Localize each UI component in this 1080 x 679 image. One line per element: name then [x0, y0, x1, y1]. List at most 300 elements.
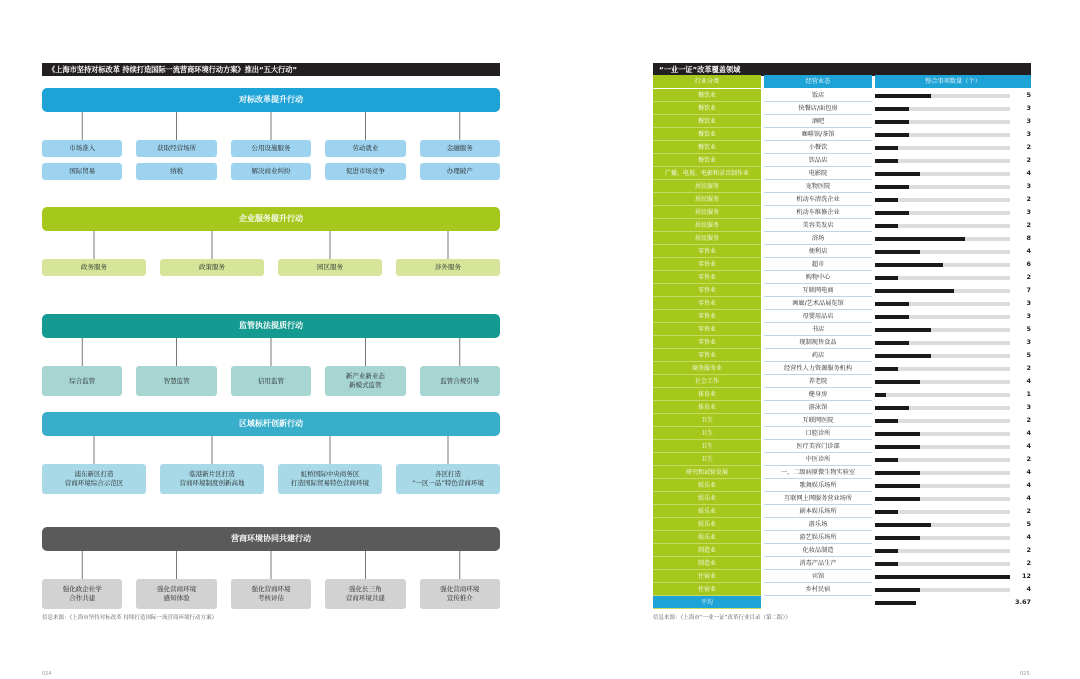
sub-action-box: 市场准入	[42, 140, 122, 157]
value-bar	[875, 211, 909, 215]
header-business: 经营业态	[764, 75, 872, 88]
sub-action-line: 浦东新区打造	[74, 470, 114, 478]
business-cell: 互联网医院	[764, 414, 872, 427]
table-row	[653, 401, 1031, 414]
section-connector-lines	[42, 88, 500, 140]
sub-action-box	[231, 579, 311, 609]
sub-action-box: 监管合规引导	[420, 366, 500, 396]
value-bar-cell	[875, 323, 1010, 336]
business-cell: 便利店	[764, 245, 872, 258]
sub-action-line: 新产业新业态	[345, 372, 385, 380]
industry-cell: 零售业	[653, 284, 761, 297]
value-bar-cell	[875, 232, 1010, 245]
value-bar	[875, 523, 931, 527]
sub-action-line: 营商环境制度创新高地	[179, 479, 245, 487]
value-bar-cell	[875, 531, 1010, 544]
value-bar	[875, 471, 920, 475]
value-bar	[875, 562, 898, 566]
sub-action-line: 强化政企社学	[62, 585, 102, 593]
sub-action-box: 公用设施服务	[231, 140, 311, 157]
industry-cell: 零售业	[653, 297, 761, 310]
value-bar-cell	[875, 466, 1010, 479]
table-row	[653, 557, 1031, 570]
value-bar	[875, 198, 898, 202]
value-bar-cell	[875, 141, 1010, 154]
sub-action-line: 考核评估	[257, 594, 284, 602]
section-title: 对标改革提升行动	[42, 88, 500, 112]
industry-cell: 娱乐业	[653, 531, 761, 544]
value-bar-cell	[875, 479, 1010, 492]
value-number: 2	[1026, 559, 1031, 567]
sub-action-box: 促进市场竞争	[325, 163, 405, 180]
industry-cell: 娱乐业	[653, 479, 761, 492]
value-number: 3	[1026, 208, 1031, 216]
business-cell: 化妆品制造	[764, 544, 872, 557]
sub-action-box: 解决商业纠纷	[231, 163, 311, 180]
value-bar-cell	[875, 245, 1010, 258]
section-title: 区域标杆创新行动	[42, 412, 500, 436]
business-cell: 互联网电商	[764, 284, 872, 297]
section-connector-lines	[42, 412, 500, 464]
business-cell: 游泳馆	[764, 401, 872, 414]
sub-action-line: 强化营商环境	[251, 585, 291, 593]
business-cell: 歌舞娱乐场所	[764, 479, 872, 492]
value-number: 3	[1026, 403, 1031, 411]
industry-cell: 娱乐业	[653, 518, 761, 531]
table-row	[653, 362, 1031, 375]
sub-action-line: 营商环境共建	[345, 594, 385, 602]
value-bar-cell	[875, 284, 1010, 297]
average-value: 3.67	[1014, 598, 1031, 606]
industry-cell: 娱乐业	[653, 492, 761, 505]
industry-cell: 餐饮业	[653, 154, 761, 167]
industry-cell: 居民服务	[653, 180, 761, 193]
business-cell: 一、二级病原微生物实验室	[764, 466, 872, 479]
sub-action-line: 强化营商环境	[440, 585, 480, 593]
table-row	[653, 570, 1031, 583]
value-bar	[875, 484, 920, 488]
table-row	[653, 583, 1031, 596]
value-number: 2	[1026, 416, 1031, 424]
industry-cell: 餐饮业	[653, 141, 761, 154]
industry-cell: 零售业	[653, 245, 761, 258]
sub-action-box: 信用监管	[231, 366, 311, 396]
value-bar-cell	[875, 89, 1010, 102]
value-number: 2	[1026, 143, 1031, 151]
table-row	[653, 258, 1031, 271]
value-bar	[875, 588, 920, 592]
industry-cell: 零售业	[653, 349, 761, 362]
sub-action-line: 各区打造	[435, 470, 461, 478]
value-bar-cell	[875, 336, 1010, 349]
value-bar	[875, 302, 909, 306]
value-bar	[875, 263, 943, 267]
sub-action-line: 虹桥国际中央商务区	[300, 470, 360, 478]
industry-cell: 制造业	[653, 557, 761, 570]
value-number: 2	[1026, 546, 1031, 554]
business-cell: 饮品店	[764, 154, 872, 167]
industry-cell: 体育业	[653, 388, 761, 401]
table-row	[653, 323, 1031, 336]
sub-action-box: 智慧监管	[136, 366, 216, 396]
average-row	[653, 596, 1031, 609]
industry-cell: 餐饮业	[653, 115, 761, 128]
value-bar-cell	[875, 219, 1010, 232]
value-number: 3	[1026, 117, 1031, 125]
business-cell: 医疗美容门诊部	[764, 440, 872, 453]
business-cell: 母婴用品店	[764, 310, 872, 323]
business-cell: 健身房	[764, 388, 872, 401]
table-row	[653, 297, 1031, 310]
business-cell: 快餐店/面包房	[764, 102, 872, 115]
value-bar	[875, 107, 909, 111]
sub-action-box: 劳动就业	[325, 140, 405, 157]
value-bar-cell	[875, 518, 1010, 531]
value-bar	[875, 276, 898, 280]
value-bar-cell	[875, 505, 1010, 518]
value-bar	[875, 406, 909, 410]
value-number: 3	[1026, 338, 1031, 346]
value-bar	[875, 510, 898, 514]
business-cell: 美容美发店	[764, 219, 872, 232]
table-row	[653, 440, 1031, 453]
value-bar	[875, 497, 920, 501]
value-bar-cell	[875, 154, 1010, 167]
table-row	[653, 115, 1031, 128]
value-bar	[875, 393, 886, 397]
industry-cell: 社会工作	[653, 375, 761, 388]
industry-cell: 卫生	[653, 414, 761, 427]
header-count: 整合事项数量（个）	[875, 75, 1031, 88]
value-number: 3	[1026, 130, 1031, 138]
sub-action-box	[325, 366, 405, 396]
value-number: 1	[1026, 390, 1031, 398]
sub-action-box	[325, 579, 405, 609]
section-connector-lines	[42, 207, 500, 259]
value-bar	[875, 289, 954, 293]
sub-action-box: 国际贸易	[42, 163, 122, 180]
industry-cell: 零售业	[653, 258, 761, 271]
value-number: 2	[1026, 364, 1031, 372]
business-cell: 经营性人力资源服务机构	[764, 362, 872, 375]
sub-action-box: 综合监管	[42, 366, 122, 396]
value-bar-cell	[875, 388, 1010, 401]
value-bar	[875, 380, 920, 384]
sub-action-box	[420, 579, 500, 609]
value-number: 2	[1026, 507, 1031, 515]
value-bar-cell	[875, 544, 1010, 557]
industry-cell: 卫生	[653, 440, 761, 453]
industry-cell: 卫生	[653, 453, 761, 466]
table-row	[653, 349, 1031, 362]
business-cell: 咖啡馆/茶馆	[764, 128, 872, 141]
table-row	[653, 180, 1031, 193]
sub-action-line: 打造国际贸易特色营商环境	[291, 479, 369, 487]
value-bar-cell	[875, 440, 1010, 453]
value-bar	[875, 445, 920, 449]
sub-action-box: 纳税	[136, 163, 216, 180]
business-cell: 宠物医院	[764, 180, 872, 193]
value-number: 2	[1026, 455, 1031, 463]
average-label: 平均	[653, 596, 761, 609]
industry-cell: 零售业	[653, 336, 761, 349]
business-cell: 小餐饮	[764, 141, 872, 154]
industry-cell: 餐饮业	[653, 89, 761, 102]
value-bar	[875, 328, 931, 332]
sub-action-line: “一区一品”特色营商环境	[412, 479, 484, 487]
table-row	[653, 505, 1031, 518]
value-number: 4	[1026, 377, 1031, 385]
industry-cell: 零售业	[653, 323, 761, 336]
business-cell: 游乐场	[764, 518, 872, 531]
business-cell: 饭店	[764, 89, 872, 102]
table-row	[653, 518, 1031, 531]
sub-action-box	[42, 464, 146, 494]
value-bar	[875, 536, 920, 540]
sub-action-box: 政务服务	[42, 259, 146, 276]
table-row	[653, 167, 1031, 180]
industry-cell: 零售业	[653, 310, 761, 323]
value-bar-cell	[875, 310, 1010, 323]
business-cell: 机动车维修企业	[764, 206, 872, 219]
value-bar	[875, 354, 931, 358]
table-row	[653, 141, 1031, 154]
industry-cell: 广播、电视、电影和录音制作业	[653, 167, 761, 180]
sub-action-line: 宣传推介	[446, 594, 473, 602]
value-number: 5	[1026, 520, 1031, 528]
value-bar	[875, 172, 920, 176]
left-source-note: 信息来源：《上海市坚持对标改革 持续打造国际一流营商环境行动方案》	[42, 615, 218, 621]
table-row	[653, 89, 1031, 102]
value-number: 3	[1026, 312, 1031, 320]
value-number: 12	[1021, 572, 1031, 580]
value-bar-cell	[875, 583, 1010, 596]
table-row	[653, 453, 1031, 466]
value-bar	[875, 367, 898, 371]
industry-cell: 研究和试验发展	[653, 466, 761, 479]
table-row	[653, 271, 1031, 284]
value-number: 4	[1026, 533, 1031, 541]
section-connector-lines	[42, 527, 500, 579]
value-number: 5	[1026, 325, 1031, 333]
sub-action-box	[278, 464, 382, 494]
value-bar-cell	[875, 167, 1010, 180]
value-number: 4	[1026, 429, 1031, 437]
industry-cell: 住宿业	[653, 583, 761, 596]
value-bar-cell	[875, 570, 1010, 583]
business-cell: 互联网上网服务营业场所	[764, 492, 872, 505]
left-title: 《上海市坚持对标改革 持续打造国际一流营商环境行动方案》推出“五大行动”	[42, 63, 500, 76]
business-cell: 口腔诊所	[764, 427, 872, 440]
business-cell: 剧本娱乐场所	[764, 505, 872, 518]
value-number: 4	[1026, 468, 1031, 476]
value-bar	[875, 120, 909, 124]
industry-cell: 餐饮业	[653, 128, 761, 141]
industry-cell: 住宿业	[653, 570, 761, 583]
value-bar-cell	[875, 401, 1010, 414]
value-number: 8	[1026, 234, 1031, 242]
business-cell: 电影院	[764, 167, 872, 180]
value-number: 4	[1026, 481, 1031, 489]
value-number: 2	[1026, 221, 1031, 229]
value-bar	[875, 159, 898, 163]
value-bar	[875, 549, 898, 553]
table-row	[653, 284, 1031, 297]
industry-cell: 体育业	[653, 401, 761, 414]
value-bar	[875, 315, 909, 319]
table-row	[653, 544, 1031, 557]
value-number: 4	[1026, 247, 1031, 255]
table-row	[653, 492, 1031, 505]
table-row	[653, 154, 1031, 167]
business-cell: 中医诊所	[764, 453, 872, 466]
right-title: “一业一证”改革覆盖领域	[653, 63, 1031, 76]
table-row	[653, 479, 1031, 492]
left-page-number: 024	[42, 671, 52, 677]
sub-action-box: 政策服务	[160, 259, 264, 276]
value-number: 4	[1026, 169, 1031, 177]
value-bar	[875, 432, 920, 436]
table-row	[653, 128, 1031, 141]
sub-action-box: 办理破产	[420, 163, 500, 180]
value-bar	[875, 419, 898, 423]
value-bar	[875, 341, 909, 345]
business-cell: 购物中心	[764, 271, 872, 284]
sub-action-box: 园区服务	[278, 259, 382, 276]
industry-cell: 居民服务	[653, 193, 761, 206]
sub-action-box	[396, 464, 500, 494]
table-row	[653, 336, 1031, 349]
value-number: 3	[1026, 299, 1031, 307]
industry-cell: 餐饮业	[653, 102, 761, 115]
business-cell: 超市	[764, 258, 872, 271]
table-row	[653, 232, 1031, 245]
sub-action-box: 金融服务	[420, 140, 500, 157]
table-row	[653, 375, 1031, 388]
value-bar-cell	[875, 414, 1010, 427]
value-bar-cell	[875, 193, 1010, 206]
value-bar-cell	[875, 271, 1010, 284]
value-number: 4	[1026, 494, 1031, 502]
table-row	[653, 388, 1031, 401]
business-cell: 酒吧	[764, 115, 872, 128]
industry-cell: 零售业	[653, 271, 761, 284]
value-bar	[875, 237, 965, 241]
value-bar	[875, 185, 909, 189]
table-row	[653, 531, 1031, 544]
section-title: 营商环境协同共建行动	[42, 527, 500, 551]
average-bar-cell	[875, 596, 1010, 609]
value-bar-cell	[875, 206, 1010, 219]
value-bar	[875, 224, 898, 228]
industry-cell: 制造业	[653, 544, 761, 557]
value-number: 7	[1026, 286, 1031, 294]
value-bar-cell	[875, 427, 1010, 440]
value-number: 4	[1026, 442, 1031, 450]
business-cell: 现制现售食品	[764, 336, 872, 349]
value-bar	[875, 146, 898, 150]
industry-cell: 卫生	[653, 427, 761, 440]
sub-action-box	[136, 579, 216, 609]
value-bar-cell	[875, 375, 1010, 388]
value-bar-cell	[875, 102, 1010, 115]
value-bar	[875, 94, 931, 98]
sub-action-line: 临港新片区打造	[189, 470, 235, 478]
sub-action-line: 新模式监管	[349, 381, 382, 389]
business-cell: 宾馆	[764, 570, 872, 583]
section-connector-lines	[42, 314, 500, 366]
table-row	[653, 193, 1031, 206]
table-row	[653, 206, 1031, 219]
business-cell: 书店	[764, 323, 872, 336]
table-row	[653, 427, 1031, 440]
value-bar-cell	[875, 258, 1010, 271]
value-number: 3	[1026, 104, 1031, 112]
table-row	[653, 414, 1031, 427]
business-cell: 乡村民宿	[764, 583, 872, 596]
industry-cell: 商务服务业	[653, 362, 761, 375]
value-bar-cell	[875, 180, 1010, 193]
sub-action-box	[160, 464, 264, 494]
table-row	[653, 466, 1031, 479]
sub-action-box: 涉外服务	[396, 259, 500, 276]
value-number: 4	[1026, 585, 1031, 593]
business-cell: 消毒产品生产	[764, 557, 872, 570]
value-bar-cell	[875, 115, 1010, 128]
value-bar-cell	[875, 453, 1010, 466]
average-business-cell	[764, 596, 872, 609]
section-title: 企业服务提升行动	[42, 207, 500, 231]
business-cell: 机动车清洗企业	[764, 193, 872, 206]
table-row	[653, 245, 1031, 258]
value-bar	[875, 250, 920, 254]
sub-action-line: 感知体验	[163, 594, 190, 602]
sub-action-box	[42, 579, 122, 609]
sub-action-line: 强化营商环境	[157, 585, 197, 593]
industry-cell: 娱乐业	[653, 505, 761, 518]
value-number: 2	[1026, 195, 1031, 203]
table-row	[653, 102, 1031, 115]
business-cell: 游艺娱乐场所	[764, 531, 872, 544]
right-source-note: 信息来源：《上海市“一业一证”改革行业目录（第二版）》	[653, 615, 791, 621]
industry-cell: 居民服务	[653, 206, 761, 219]
value-number: 3	[1026, 182, 1031, 190]
value-number: 6	[1026, 260, 1031, 268]
sub-action-box: 获取经营场所	[136, 140, 216, 157]
value-number: 5	[1026, 351, 1031, 359]
business-cell: 浴场	[764, 232, 872, 245]
sub-action-line: 营商环境综合示范区	[64, 479, 124, 487]
value-bar-cell	[875, 349, 1010, 362]
business-cell: 画廊/艺术品展览馆	[764, 297, 872, 310]
section-title: 监管执法提质行动	[42, 314, 500, 338]
value-bar-cell	[875, 557, 1010, 570]
table-row	[653, 219, 1031, 232]
sub-action-line: 强化长三角	[349, 585, 382, 593]
industry-cell: 居民服务	[653, 232, 761, 245]
value-number: 2	[1026, 156, 1031, 164]
value-bar-cell	[875, 297, 1010, 310]
business-cell: 养老院	[764, 375, 872, 388]
sub-action-line: 合作共建	[69, 594, 96, 602]
value-bar	[875, 575, 1010, 579]
industry-cell: 居民服务	[653, 219, 761, 232]
value-bar-cell	[875, 362, 1010, 375]
right-page-number: 025	[1020, 671, 1030, 677]
value-bar-track	[875, 393, 1010, 397]
header-industry: 行业分类	[653, 75, 761, 88]
average-bar	[875, 601, 916, 605]
